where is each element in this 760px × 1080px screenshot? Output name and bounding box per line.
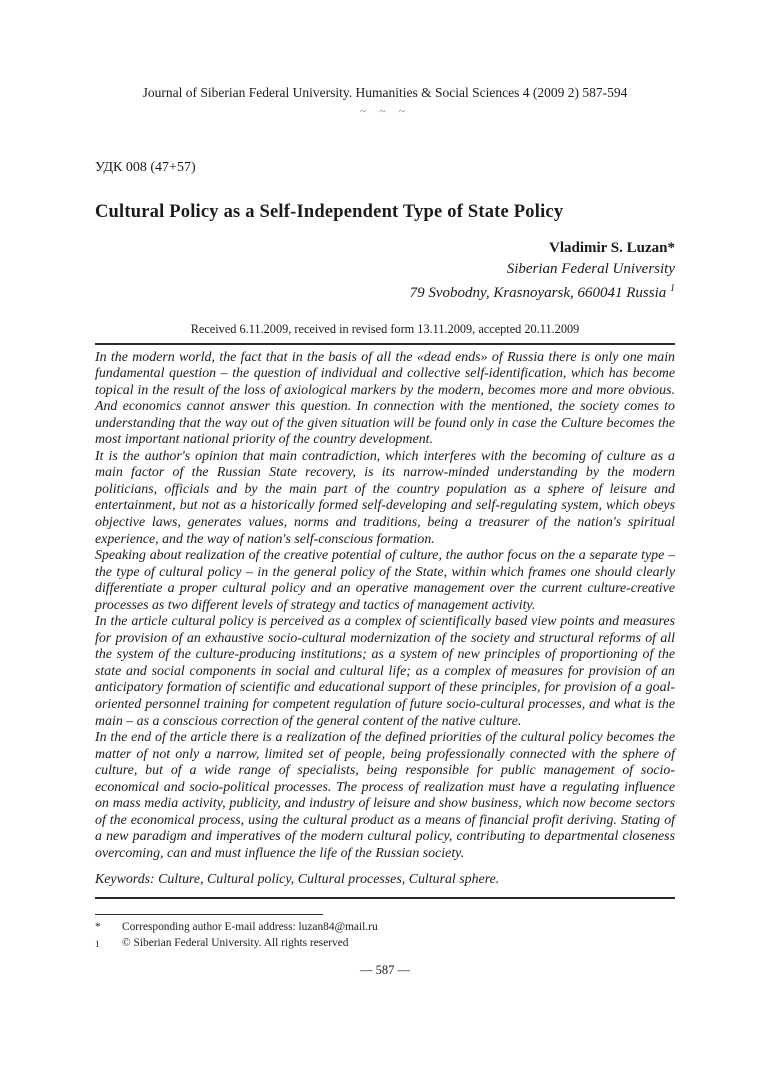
- author-name-text: Vladimir S. Luzan: [549, 240, 668, 256]
- keywords-line: Keywords: Culture, Cultural policy, Cultural processes, Cultural sphere.: [95, 872, 500, 888]
- abstract: [95, 350, 675, 863]
- copyright-footnote-mark: 1: [670, 283, 675, 294]
- abstract-bottom-divider: [95, 897, 675, 899]
- footnote-copyright: [95, 936, 675, 952]
- author-address-text: 79 Svobodny, Krasnoyarsk, 660041 Russia: [409, 285, 667, 301]
- abstract-paragraph-1: In the modern world, the fact that in the basis of all the «dead ends» of Russia there is only one main fundamental question – the question of individual and collective self-identification, which has become topical in the result of the loss of axiological markers by the modern, becomes more and more obvious. And economics cannot answer this question. In connection with the mentioned, the society comes to understanding that the way out of the given situation will be found only in case the Culture becomes the most important national priority of the country development.: [95, 349, 675, 448]
- author-name: [95, 238, 675, 259]
- abstract-paragraph-3: Speaking about realization of the creative potential of culture, the author focus on the a separate type – the type of cultural policy – in the general policy of the State, within which frames one should clearly differentiate a proper cultural policy and an operative management over the current culture-creative processes as two different levels of strategy and tactics of management activity.: [95, 548, 675, 613]
- footnote-corresponding-author: [95, 920, 675, 936]
- footnote-corresponding-text: Corresponding author E-mail address: luzan84@mail.ru: [122, 921, 378, 934]
- footnotes: [95, 920, 675, 951]
- journal-header: Journal of Siberian Federal University. Humanities & Social Sciences 4 (2009 2) 587-594: [142, 85, 628, 100]
- footnote-copyright-text: © Siberian Federal University. All rights reserved: [122, 936, 349, 949]
- abstract-paragraph-2: It is the author's opinion that main contradiction, which interferes with the becoming of culture as a main factor of the Russian State recovery, is its narrow-minded understanding by the modern politicians, officials and by the main part of the country population as a sphere of leisure and entertainment, but not as a historically formed self-developing and self-regulating system, which obeys objective laws, generates values, norms and traditions, being a treasurer of the nation's spiritual experience, and the way of nation's self-conscious formation.: [95, 448, 675, 547]
- corresponding-author-mark: *: [667, 240, 675, 256]
- paper-page: [95, 0, 675, 978]
- footnote-divider: [95, 914, 323, 915]
- superscript-one-marker: 1: [95, 938, 100, 949]
- author-address: [95, 279, 675, 304]
- paper-title: Cultural Policy as a Self-Independent Type of State Policy: [95, 202, 564, 222]
- received-line: Received 6.11.2009, received in revised form 13.11.2009, accepted 20.11.2009: [190, 321, 580, 336]
- abstract-paragraph-5: In the end of the article there is a realization of the defined priorities of the cultural policy becomes the matter of not only a narrow, limited set of people, being professionally connected with the sphere of culture, but of a wide range of specialists, being responsible for public management of socio-economical and socio-political processes. The process of realization must have a regulating influence on mass media activity, publicity, and industry of leisure and show business, which now become sectors of the economical process, using the cultural product as a means of financial profit deriving. Stating of a new paradigm and imperatives of the modern cultural policy, contributing to departmental closeness overcoming, can and must influence the life of the Russian society.: [95, 730, 675, 861]
- abstract-paragraph-4: In the article cultural policy is perceived as a complex of scientifically based view points and measures for provision of an exhaustive socio-cultural modernization of the society and structural reforms of all the system of the culture-producing institutions; as a system of new principles of proportioning of the state and social components in social and cultural life; as a complex of measures for provision of an anticipatory formation of scientific and educational support of these principles, for provision of a goal-oriented personnel training for competent regulation of future socio-cultural processes, and what is the main – as a conscious correction of the general content of the native culture.: [95, 614, 675, 729]
- author-block: [95, 238, 675, 304]
- author-affiliation: Siberian Federal University: [506, 260, 675, 277]
- udc-code: УДК 008 (47+57): [95, 160, 196, 175]
- page-number: — 587 —: [360, 963, 410, 978]
- abstract-top-divider: [95, 343, 675, 345]
- asterisk-marker: *: [95, 921, 101, 934]
- tilde-ornament: ~ ~ ~: [359, 104, 411, 118]
